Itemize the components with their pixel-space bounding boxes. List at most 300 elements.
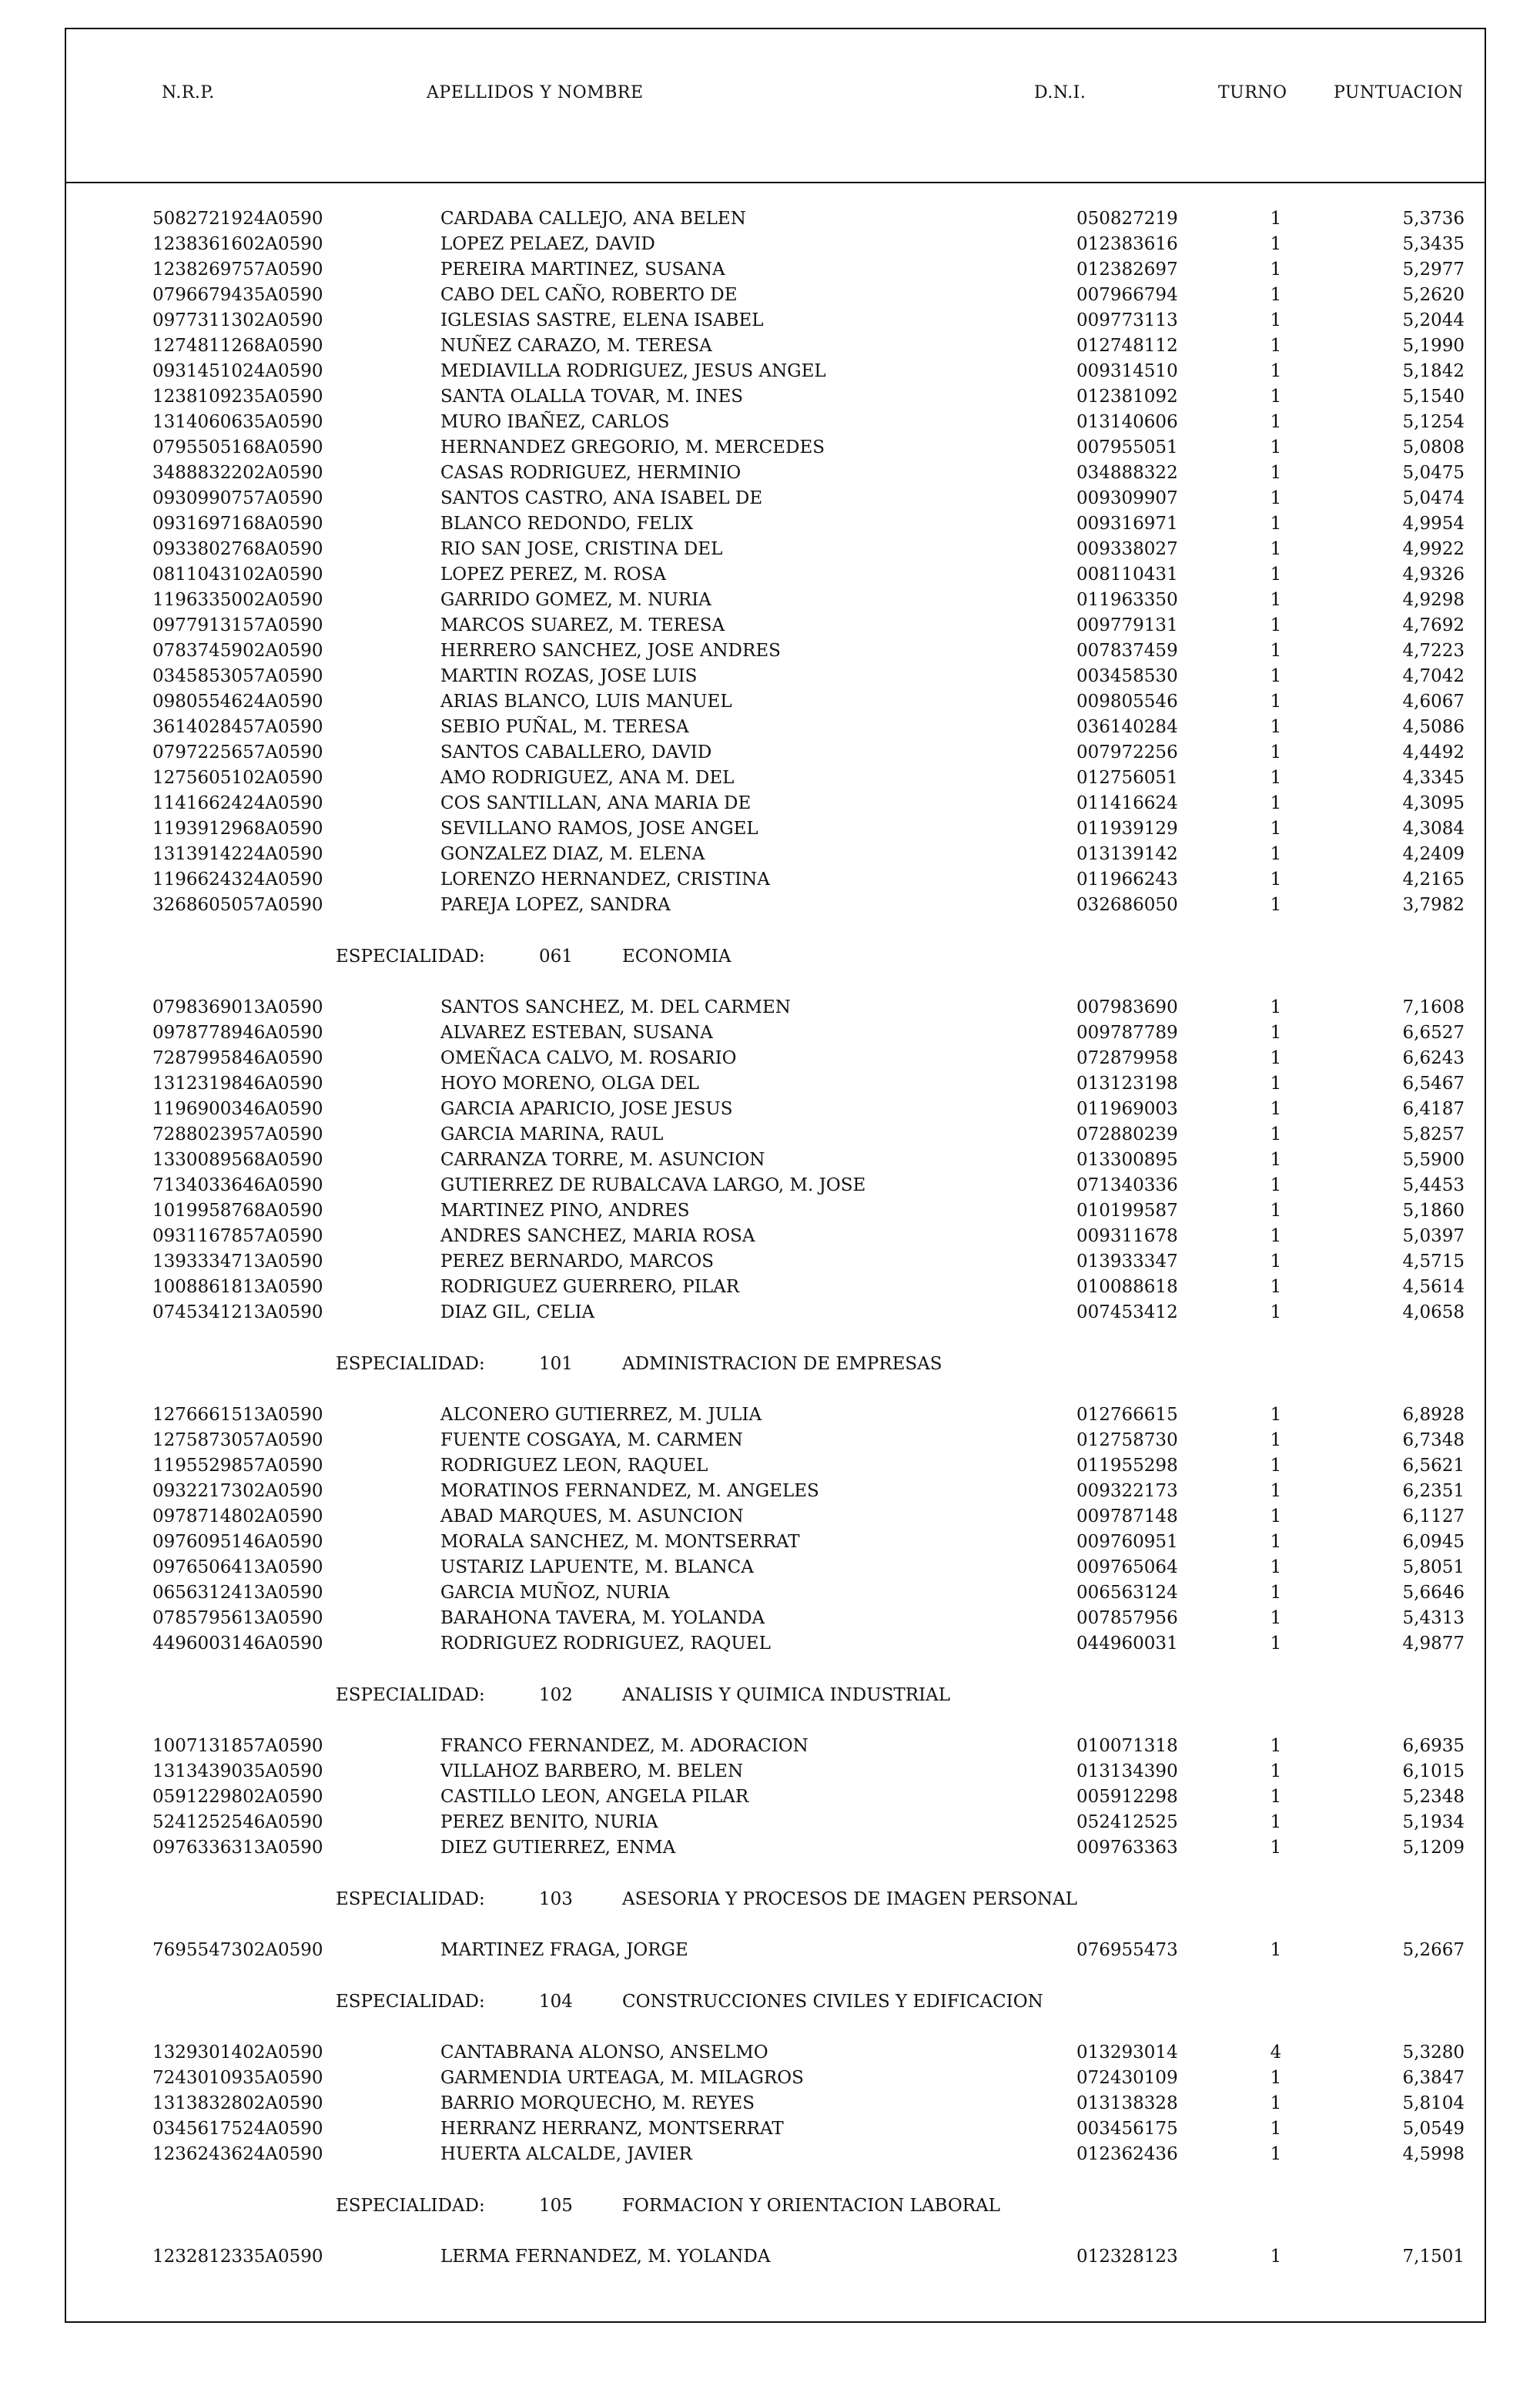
puntuacion-cell: 4,3084 (1402, 819, 1465, 839)
dni-cell: 007857956 (1076, 1608, 1178, 1628)
dni-cell: 071340336 (1076, 1175, 1178, 1195)
header-divider (65, 182, 1486, 183)
name-cell: ALCONERO GUTIERREZ, M. JULIA (440, 1405, 762, 1425)
table-row (0, 2091, 1540, 2116)
puntuacion-cell: 6,0945 (1402, 1532, 1465, 1552)
turno-cell: 1 (1270, 793, 1282, 813)
name-cell: GONZALEZ DIAZ, M. ELENA (440, 844, 705, 864)
nrp-cell: 0931697168A0590 (152, 514, 323, 534)
puntuacion-cell: 5,3435 (1402, 234, 1465, 254)
puntuacion-cell: 4,5715 (1402, 1252, 1465, 1272)
puntuacion-cell: 4,3345 (1402, 768, 1465, 788)
turno-cell: 1 (1270, 590, 1282, 610)
dni-cell: 007955051 (1076, 437, 1178, 457)
name-cell: HOYO MORENO, OLGA DEL (440, 1074, 699, 1094)
turno-cell: 1 (1270, 1405, 1282, 1425)
name-cell: MARTINEZ FRAGA, JORGE (440, 1940, 688, 1960)
name-cell: ARIAS BLANCO, LUIS MANUEL (440, 692, 732, 712)
dni-cell: 013933347 (1076, 1252, 1178, 1272)
turno-cell: 1 (1270, 742, 1282, 762)
nrp-cell: 7288023957A0590 (152, 1124, 323, 1144)
name-cell: CASAS RODRIGUEZ, HERMINIO (440, 463, 742, 483)
table-row (0, 1759, 1540, 1784)
puntuacion-cell: 6,7348 (1402, 1430, 1465, 1450)
table-row (0, 766, 1540, 791)
table-row (0, 2066, 1540, 2091)
table-row (0, 511, 1540, 537)
name-cell: CABO DEL CAÑO, ROBERTO DE (440, 285, 738, 305)
table-row (0, 2116, 1540, 2142)
nrp-cell: 1275605102A0590 (152, 768, 323, 788)
turno-cell: 1 (1270, 488, 1282, 508)
turno-cell: 1 (1270, 666, 1282, 686)
dni-cell: 009773113 (1076, 310, 1178, 330)
puntuacion-cell: 6,8928 (1402, 1405, 1465, 1425)
nrp-cell: 1238269757A0590 (152, 260, 323, 280)
puntuacion-cell: 4,5614 (1402, 1277, 1465, 1297)
table-row (0, 1479, 1540, 1504)
name-cell: LERMA FERNANDEZ, M. YOLANDA (440, 2247, 771, 2267)
nrp-cell: 0933802768A0590 (152, 539, 323, 559)
turno-cell: 1 (1270, 1277, 1282, 1297)
dni-cell: 009763363 (1076, 1838, 1178, 1858)
nrp-cell: 1141662424A0590 (152, 793, 323, 813)
dni-cell: 008110431 (1076, 565, 1178, 585)
header-name: APELLIDOS Y NOMBRE (427, 83, 644, 102)
dni-cell: 009765064 (1076, 1557, 1178, 1577)
turno-cell: 1 (1270, 895, 1282, 915)
turno-cell: 1 (1270, 565, 1282, 585)
turno-cell: 1 (1270, 1430, 1282, 1450)
name-cell: PEREIRA MARTINEZ, SUSANA (440, 260, 725, 280)
nrp-cell: 0591229802A0590 (152, 1787, 323, 1807)
nrp-cell: 1196624324A0590 (152, 870, 323, 890)
nrp-cell: 0783745902A0590 (152, 641, 323, 661)
turno-cell: 1 (1270, 1074, 1282, 1094)
dni-cell: 003458530 (1076, 666, 1178, 686)
name-cell: RIO SAN JOSE, CRISTINA DEL (440, 539, 723, 559)
table-row (0, 1249, 1540, 1275)
nrp-cell: 0345853057A0590 (152, 666, 323, 686)
turno-cell: 1 (1270, 1583, 1282, 1603)
table-row (0, 1428, 1540, 1453)
dni-cell: 009316971 (1076, 514, 1178, 534)
turno-cell: 1 (1270, 1761, 1282, 1781)
turno-cell: 1 (1270, 310, 1282, 330)
name-cell: SEVILLANO RAMOS, JOSE ANGEL (440, 819, 758, 839)
name-cell: SANTOS CASTRO, ANA ISABEL DE (440, 488, 763, 508)
dni-cell: 007972256 (1076, 742, 1178, 762)
dni-cell: 009779131 (1076, 615, 1178, 635)
dni-cell: 009787789 (1076, 1023, 1178, 1043)
turno-cell: 1 (1270, 285, 1282, 305)
puntuacion-cell: 4,6067 (1402, 692, 1465, 712)
especialidad-code: 101 (539, 1354, 573, 1374)
dni-cell: 052412525 (1076, 1812, 1178, 1832)
turno-cell: 1 (1270, 1456, 1282, 1476)
name-cell: MARCOS SUAREZ, M. TERESA (440, 615, 725, 635)
name-cell: GARCIA APARICIO, JOSE JESUS (440, 1099, 733, 1119)
puntuacion-cell: 5,0808 (1402, 437, 1465, 457)
table-row (0, 1606, 1540, 1631)
table-row (0, 461, 1540, 486)
table-row (0, 359, 1540, 384)
turno-cell: 1 (1270, 641, 1282, 661)
name-cell: HUERTA ALCALDE, JAVIER (440, 2144, 692, 2164)
puntuacion-cell: 5,2667 (1402, 1940, 1465, 1960)
dni-cell: 013138328 (1076, 2093, 1178, 2113)
dni-cell: 009309907 (1076, 488, 1178, 508)
nrp-cell: 0931167857A0590 (152, 1226, 323, 1246)
turno-cell: 1 (1270, 463, 1282, 483)
nrp-cell: 0795505168A0590 (152, 437, 323, 457)
table-row (0, 1810, 1540, 1835)
name-cell: MORALA SANCHEZ, M. MONTSERRAT (440, 1532, 800, 1552)
dni-cell: 050827219 (1076, 209, 1178, 229)
especialidad-label: ESPECIALIDAD: (336, 1354, 485, 1374)
nrp-cell: 3488832202A0590 (152, 463, 323, 483)
dni-cell: 011969003 (1076, 1099, 1178, 1119)
dni-cell: 009322173 (1076, 1481, 1178, 1501)
table-row (0, 893, 1540, 918)
puntuacion-cell: 4,4492 (1402, 742, 1465, 762)
turno-cell: 1 (1270, 2093, 1282, 2113)
table-row (0, 1580, 1540, 1606)
turno-cell: 1 (1270, 819, 1282, 839)
dni-cell: 012756051 (1076, 768, 1178, 788)
name-cell: FRANCO FERNANDEZ, M. ADORACION (440, 1736, 808, 1756)
nrp-cell: 1312319846A0590 (152, 1074, 323, 1094)
puntuacion-cell: 4,2165 (1402, 870, 1465, 890)
nrp-cell: 0932217302A0590 (152, 1481, 323, 1501)
puntuacion-cell: 4,5998 (1402, 2144, 1465, 2164)
name-cell: SANTA OLALLA TOVAR, M. INES (440, 387, 744, 407)
puntuacion-cell: 6,4187 (1402, 1099, 1465, 1119)
name-cell: FUENTE COSGAYA, M. CARMEN (440, 1430, 743, 1450)
turno-cell: 1 (1270, 1787, 1282, 1807)
candidate-list (0, 206, 1540, 2270)
name-cell: SANTOS CABALLERO, DAVID (440, 742, 712, 762)
name-cell: LORENZO HERNANDEZ, CRISTINA (440, 870, 770, 890)
name-cell: GARMENDIA URTEAGA, M. MILAGROS (440, 2068, 804, 2088)
puntuacion-cell: 6,2351 (1402, 1481, 1465, 1501)
dni-cell: 011939129 (1076, 819, 1178, 839)
puntuacion-cell: 5,8257 (1402, 1124, 1465, 1144)
nrp-cell: 1195529857A0590 (152, 1456, 323, 1476)
especialidad-name: ANALISIS Y QUIMICA INDUSTRIAL (622, 1685, 951, 1705)
puntuacion-cell: 5,0397 (1402, 1226, 1465, 1246)
name-cell: HERRERO SANCHEZ, JOSE ANDRES (440, 641, 781, 661)
puntuacion-cell: 6,1015 (1402, 1761, 1465, 1781)
puntuacion-cell: 5,1860 (1402, 1201, 1465, 1221)
header-turno: TURNO (1218, 83, 1287, 102)
nrp-cell: 1313832802A0590 (152, 2093, 323, 2113)
name-cell: OMEÑACA CALVO, M. ROSARIO (440, 1048, 737, 1068)
especialidad-heading (0, 1657, 1540, 1734)
turno-cell: 1 (1270, 692, 1282, 712)
nrp-cell: 0785795613A0590 (152, 1608, 323, 1628)
puntuacion-cell: 5,2348 (1402, 1787, 1465, 1807)
puntuacion-cell: 5,3736 (1402, 209, 1465, 229)
nrp-cell: 0977311302A0590 (152, 310, 323, 330)
table-row (0, 1071, 1540, 1097)
nrp-cell: 1275873057A0590 (152, 1430, 323, 1450)
especialidad-code: 061 (539, 947, 573, 967)
turno-cell: 1 (1270, 2119, 1282, 2139)
nrp-cell: 5241252546A0590 (152, 1812, 323, 1832)
especialidad-label: ESPECIALIDAD: (336, 1992, 485, 2012)
nrp-cell: 1232812335A0590 (152, 2247, 323, 2267)
table-row (0, 2040, 1540, 2066)
puntuacion-cell: 4,9922 (1402, 539, 1465, 559)
nrp-cell: 1019958768A0590 (152, 1201, 323, 1221)
name-cell: GUTIERREZ DE RUBALCAVA LARGO, M. JOSE (440, 1175, 866, 1195)
especialidad-name: ASESORIA Y PROCESOS DE IMAGEN PERSONAL (622, 1889, 1077, 1909)
puntuacion-cell: 4,9326 (1402, 565, 1465, 585)
dni-cell: 013134390 (1076, 1761, 1178, 1781)
puntuacion-cell: 5,0475 (1402, 463, 1465, 483)
dni-cell: 007966794 (1076, 285, 1178, 305)
name-cell: ALVAREZ ESTEBAN, SUSANA (440, 1023, 713, 1043)
table-row (0, 333, 1540, 359)
turno-cell: 1 (1270, 437, 1282, 457)
dni-cell: 007983690 (1076, 997, 1178, 1017)
dni-cell: 009338027 (1076, 539, 1178, 559)
dni-cell: 013293014 (1076, 2043, 1178, 2063)
name-cell: MARTINEZ PINO, ANDRES (440, 1201, 690, 1221)
turno-cell: 4 (1270, 2043, 1282, 2063)
table-row (0, 867, 1540, 893)
puntuacion-cell: 6,6243 (1402, 1048, 1465, 1068)
name-cell: GARCIA MARINA, RAUL (440, 1124, 664, 1144)
turno-cell: 1 (1270, 260, 1282, 280)
table-row (0, 435, 1540, 461)
turno-cell: 1 (1270, 870, 1282, 890)
dni-cell: 044960031 (1076, 1634, 1178, 1654)
turno-cell: 1 (1270, 1634, 1282, 1654)
table-row (0, 613, 1540, 638)
puntuacion-cell: 4,0658 (1402, 1302, 1465, 1322)
table-row (0, 1198, 1540, 1224)
dni-cell: 003456175 (1076, 2119, 1178, 2139)
puntuacion-cell: 4,3095 (1402, 793, 1465, 813)
nrp-cell: 1393334713A0590 (152, 1252, 323, 1272)
puntuacion-cell: 7,1608 (1402, 997, 1465, 1017)
nrp-cell: 0796679435A0590 (152, 285, 323, 305)
especialidad-label: ESPECIALIDAD: (336, 1685, 485, 1705)
dni-cell: 011955298 (1076, 1456, 1178, 1476)
turno-cell: 1 (1270, 514, 1282, 534)
turno-cell: 1 (1270, 1150, 1282, 1170)
turno-cell: 1 (1270, 1099, 1282, 1119)
name-cell: RODRIGUEZ GUERRERO, PILAR (440, 1277, 740, 1297)
name-cell: RODRIGUEZ RODRIGUEZ, RAQUEL (440, 1634, 771, 1654)
name-cell: USTARIZ LAPUENTE, M. BLANCA (440, 1557, 754, 1577)
nrp-cell: 1007131857A0590 (152, 1736, 323, 1756)
nrp-cell: 0798369013A0590 (152, 997, 323, 1017)
name-cell: PEREZ BENITO, NURIA (440, 1812, 658, 1832)
name-cell: IGLESIAS SASTRE, ELENA ISABEL (440, 310, 764, 330)
turno-cell: 1 (1270, 209, 1282, 229)
table-row (0, 1530, 1540, 1555)
dni-cell: 009787148 (1076, 1506, 1178, 1526)
especialidad-code: 103 (539, 1889, 573, 1909)
especialidad-label: ESPECIALIDAD: (336, 2196, 485, 2216)
turno-cell: 1 (1270, 387, 1282, 407)
dni-cell: 010071318 (1076, 1736, 1178, 1756)
nrp-cell: 0978714802A0590 (152, 1506, 323, 1526)
turno-cell: 1 (1270, 2247, 1282, 2267)
especialidad-code: 102 (539, 1685, 573, 1705)
dni-cell: 007837459 (1076, 641, 1178, 661)
puntuacion-cell: 4,7042 (1402, 666, 1465, 686)
name-cell: BARAHONA TAVERA, M. YOLANDA (440, 1608, 765, 1628)
especialidad-heading (0, 1325, 1540, 1402)
nrp-cell: 3268605057A0590 (152, 895, 323, 915)
dni-cell: 072879958 (1076, 1048, 1178, 1068)
nrp-cell: 3614028457A0590 (152, 717, 323, 737)
header-puntuacion: PUNTUACION (1334, 83, 1464, 102)
name-cell: MURO IBAÑEZ, CARLOS (440, 412, 670, 432)
turno-cell: 1 (1270, 1124, 1282, 1144)
table-row (0, 1224, 1540, 1249)
name-cell: CASTILLO LEON, ANGELA PILAR (440, 1787, 749, 1807)
name-cell: PAREJA LOPEZ, SANDRA (440, 895, 671, 915)
puntuacion-cell: 4,5086 (1402, 717, 1465, 737)
especialidad-name: ADMINISTRACION DE EMPRESAS (622, 1354, 942, 1374)
puntuacion-cell: 6,6935 (1402, 1736, 1465, 1756)
dni-cell: 011963350 (1076, 590, 1178, 610)
table-row (0, 1784, 1540, 1810)
nrp-cell: 1196900346A0590 (152, 1099, 323, 1119)
nrp-cell: 1238109235A0590 (152, 387, 323, 407)
table-row (0, 384, 1540, 410)
turno-cell: 1 (1270, 234, 1282, 254)
dni-cell: 009314510 (1076, 361, 1178, 381)
turno-cell: 1 (1270, 1838, 1282, 1858)
name-cell: MORATINOS FERNANDEZ, M. ANGELES (440, 1481, 819, 1501)
dni-cell: 034888322 (1076, 463, 1178, 483)
nrp-cell: 1314060635A0590 (152, 412, 323, 432)
dni-cell: 009311678 (1076, 1226, 1178, 1246)
puntuacion-cell: 4,7692 (1402, 615, 1465, 635)
table-row (0, 562, 1540, 588)
table-row (0, 638, 1540, 664)
nrp-cell: 4496003146A0590 (152, 1634, 323, 1654)
name-cell: RODRIGUEZ LEON, RAQUEL (440, 1456, 708, 1476)
especialidad-heading (0, 1963, 1540, 2040)
nrp-cell: 7243010935A0590 (152, 2068, 323, 2088)
dni-cell: 072430109 (1076, 2068, 1178, 2088)
puntuacion-cell: 5,1990 (1402, 336, 1465, 356)
dni-cell: 013123198 (1076, 1074, 1178, 1094)
nrp-cell: 7287995846A0590 (152, 1048, 323, 1068)
turno-cell: 1 (1270, 539, 1282, 559)
dni-cell: 013140606 (1076, 412, 1178, 432)
name-cell: CANTABRANA ALONSO, ANSELMO (440, 2043, 768, 2063)
dni-cell: 007453412 (1076, 1302, 1178, 1322)
name-cell: DIAZ GIL, CELIA (440, 1302, 595, 1322)
name-cell: SEBIO PUÑAL, M. TERESA (440, 717, 689, 737)
name-cell: LOPEZ PEREZ, M. ROSA (440, 565, 666, 585)
table-row (0, 1020, 1540, 1046)
especialidad-name: CONSTRUCCIONES CIVILES Y EDIFICACION (622, 1992, 1043, 2012)
especialidad-name: ECONOMIA (622, 947, 732, 967)
puntuacion-cell: 5,1254 (1402, 412, 1465, 432)
turno-cell: 1 (1270, 1048, 1282, 1068)
table-row (0, 486, 1540, 511)
nrp-cell: 0811043102A0590 (152, 565, 323, 585)
nrp-cell: 1313914224A0590 (152, 844, 323, 864)
turno-cell: 1 (1270, 361, 1282, 381)
turno-cell: 1 (1270, 1175, 1282, 1195)
turno-cell: 1 (1270, 336, 1282, 356)
table-row (0, 283, 1540, 308)
nrp-cell: 0976506413A0590 (152, 1557, 323, 1577)
table-row (0, 1122, 1540, 1148)
table-row (0, 1148, 1540, 1173)
table-row (0, 2244, 1540, 2270)
turno-cell: 1 (1270, 1608, 1282, 1628)
name-cell: AMO RODRIGUEZ, ANA M. DEL (440, 768, 735, 788)
dni-cell: 012766615 (1076, 1405, 1178, 1425)
name-cell: GARCIA MUÑOZ, NURIA (440, 1583, 670, 1603)
dni-cell: 009760951 (1076, 1532, 1178, 1552)
table-row (0, 206, 1540, 232)
name-cell: CARRANZA TORRE, M. ASUNCION (440, 1150, 765, 1170)
especialidad-label: ESPECIALIDAD: (336, 1889, 485, 1909)
name-cell: ANDRES SANCHEZ, MARIA ROSA (440, 1226, 755, 1246)
turno-cell: 1 (1270, 1532, 1282, 1552)
turno-cell: 1 (1270, 997, 1282, 1017)
table-row (0, 1402, 1540, 1428)
table-row (0, 1555, 1540, 1580)
turno-cell: 1 (1270, 1226, 1282, 1246)
turno-cell: 1 (1270, 412, 1282, 432)
turno-cell: 1 (1270, 1557, 1282, 1577)
turno-cell: 1 (1270, 768, 1282, 788)
puntuacion-cell: 5,3280 (1402, 2043, 1465, 2063)
name-cell: HERRANZ HERRANZ, MONTSERRAT (440, 2119, 784, 2139)
puntuacion-cell: 5,0549 (1402, 2119, 1465, 2139)
turno-cell: 1 (1270, 1252, 1282, 1272)
table-row (0, 1097, 1540, 1122)
nrp-cell: 1236243624A0590 (152, 2144, 323, 2164)
table-row (0, 1734, 1540, 1759)
dni-cell: 036140284 (1076, 717, 1178, 737)
puntuacion-cell: 5,4453 (1402, 1175, 1465, 1195)
nrp-cell: 0930990757A0590 (152, 488, 323, 508)
nrp-cell: 0978778946A0590 (152, 1023, 323, 1043)
dni-cell: 012383616 (1076, 234, 1178, 254)
puntuacion-cell: 5,2620 (1402, 285, 1465, 305)
name-cell: MEDIAVILLA RODRIGUEZ, JESUS ANGEL (440, 361, 826, 381)
turno-cell: 1 (1270, 1506, 1282, 1526)
dni-cell: 009805546 (1076, 692, 1178, 712)
nrp-cell: 1193912968A0590 (152, 819, 323, 839)
puntuacion-cell: 5,8104 (1402, 2093, 1465, 2113)
name-cell: LOPEZ PELAEZ, DAVID (440, 234, 655, 254)
table-row (0, 410, 1540, 435)
especialidad-label: ESPECIALIDAD: (336, 947, 485, 967)
table-row (0, 816, 1540, 842)
nrp-cell: 0745341213A0590 (152, 1302, 323, 1322)
dni-cell: 076955473 (1076, 1940, 1178, 1960)
nrp-cell: 0345617524A0590 (152, 2119, 323, 2139)
puntuacion-cell: 4,9298 (1402, 590, 1465, 610)
puntuacion-cell: 6,6527 (1402, 1023, 1465, 1043)
nrp-cell: 7695547302A0590 (152, 1940, 323, 1960)
